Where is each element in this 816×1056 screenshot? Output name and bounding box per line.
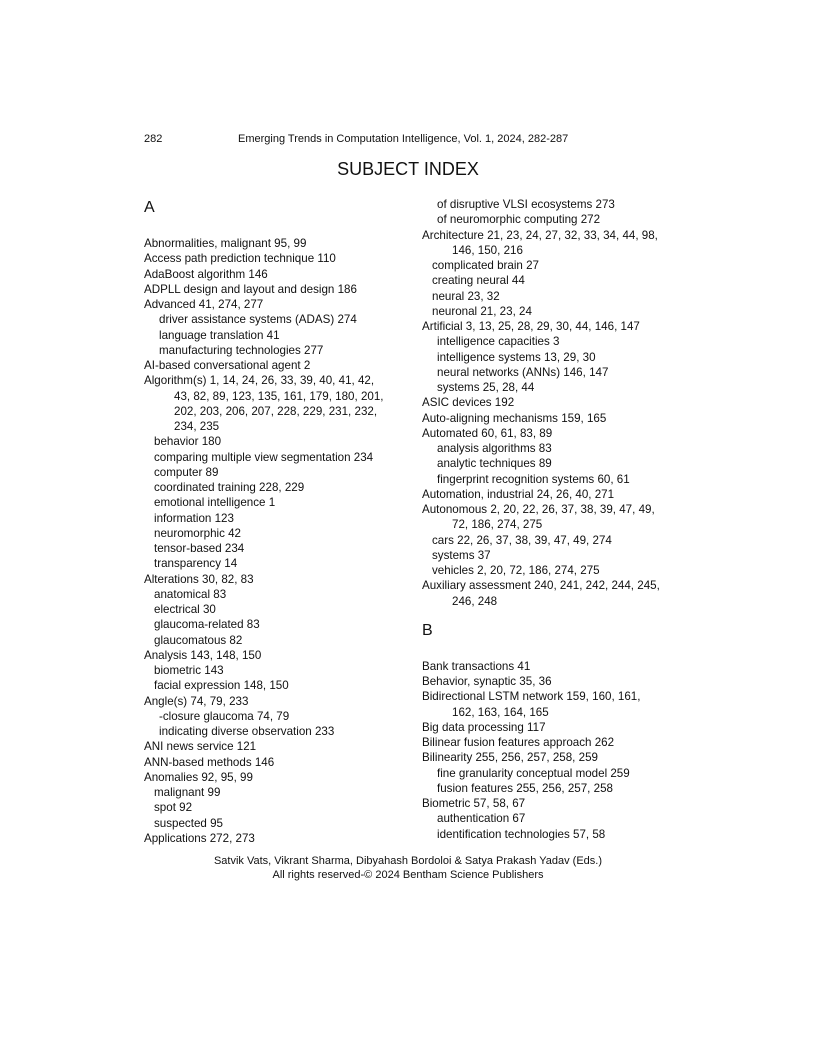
index-entry: Anomalies 92, 95, 99 xyxy=(144,770,253,784)
footer-editors: Satvik Vats, Vikrant Sharma, Dibyahash Bordoloi & Satya Prakash Yadav (Eds.) xyxy=(213,855,603,867)
index-subentry: suspected 95 xyxy=(154,816,223,830)
index-subentry: behavior 180 xyxy=(154,435,222,449)
index-subentry: anatomical 83 xyxy=(154,587,227,601)
index-entry: Bidirectional LSTM network 159, 160, 161, xyxy=(422,690,641,704)
index-subentry: biometric 143 xyxy=(154,664,224,677)
index-entry-continuation: 43, 82, 89, 123, 135, 161, 179, 180, 201, xyxy=(174,389,384,403)
index-subentry: manufacturing technologies 277 xyxy=(159,343,324,357)
index-entry: Big data processing 117 xyxy=(422,720,546,734)
index-entry: Advanced 41, 274, 277 xyxy=(144,298,264,311)
page-title: SUBJECT INDEX xyxy=(337,159,479,179)
index-entry: Auto-aligning mechanisms 159, 165 xyxy=(422,411,607,425)
index-subentry: facial expression 148, 150 xyxy=(154,679,289,693)
index-entry: ANI news service 121 xyxy=(144,740,257,754)
index-entry: Access path prediction technique 110 xyxy=(144,252,336,266)
index-subentry: emotional intelligence 1 xyxy=(154,496,276,510)
index-entry: Automation, industrial 24, 26, 40, 271 xyxy=(422,487,615,501)
index-entry: Applications 272, 273 xyxy=(144,831,255,845)
index-subentry: fingerprint recognition systems 60, 61 xyxy=(437,472,630,486)
index-section-letter: B xyxy=(422,621,433,639)
index-entry-continuation: 234, 235 xyxy=(174,420,220,433)
index-entry: Biometric 57, 58, 67 xyxy=(422,797,526,810)
index-subentry: of neuromorphic computing 272 xyxy=(437,213,601,227)
index-entry: AI-based conversational agent 2 xyxy=(144,359,311,372)
index-entry-continuation: 202, 203, 206, 207, 228, 229, 231, 232, xyxy=(174,404,378,418)
page-number: 282 xyxy=(144,133,163,145)
index-subentry: information 123 xyxy=(154,511,234,525)
index-entry: Artificial 3, 13, 25, 28, 29, 30, 44, 146, 147 xyxy=(422,320,640,333)
footer-rights: All rights reserved-© 2024 Bentham Science Publishers xyxy=(272,868,544,881)
index-entry: ADPLL design and layout and design 186 xyxy=(144,282,357,296)
index-subentry: neural 23, 32 xyxy=(432,289,500,303)
index-subentry: vehicles 2, 20, 72, 186, 274, 275 xyxy=(432,564,600,577)
index-subentry: cars 22, 26, 37, 38, 39, 47, 49, 274 xyxy=(432,533,612,547)
index-subentry: systems 25, 28, 44 xyxy=(437,381,535,394)
index-subentry: driver assistance systems (ADAS) 274 xyxy=(159,313,357,327)
index-subentry: coordinated training 228, 229 xyxy=(154,481,305,494)
index-subentry: transparency 14 xyxy=(154,557,238,571)
index-entry-continuation: 72, 186, 274, 275 xyxy=(452,518,543,532)
index-subentry: fine granularity conceptual model 259 xyxy=(437,766,630,780)
index-entry-continuation: 246, 248 xyxy=(452,594,498,608)
index-subentry: analysis algorithms 83 xyxy=(437,442,552,455)
index-entry: Autonomous 2, 20, 22, 26, 37, 38, 39, 47, 49, xyxy=(422,503,655,516)
index-entry: Abnormalities, malignant 95, 99 xyxy=(144,237,307,250)
index-subentry: complicated brain 27 xyxy=(432,259,539,272)
index-subentry: tensor-based 234 xyxy=(154,542,245,555)
index-subentry: neuronal 21, 23, 24 xyxy=(432,304,532,318)
index-entry: Architecture 21, 23, 24, 27, 32, 33, 34, 44, 98, xyxy=(422,228,658,242)
index-entry: Algorithm(s) 1, 14, 24, 26, 33, 39, 40, 41, 42, xyxy=(144,374,375,388)
index-section-letter: A xyxy=(144,199,155,216)
index-subentry: spot 92 xyxy=(154,801,193,815)
index-entry: Bilinearity 255, 256, 257, 258, 259 xyxy=(422,751,598,765)
index-subentry: systems 37 xyxy=(432,548,491,562)
index-entry-continuation: 162, 163, 164, 165 xyxy=(452,705,549,719)
index-entry: ANN-based methods 146 xyxy=(144,755,275,769)
index-subentry: fusion features 255, 256, 257, 258 xyxy=(437,781,613,795)
index-entry: Bilinear fusion features approach 262 xyxy=(422,736,615,749)
index-subentry: comparing multiple view segmentation 234 xyxy=(154,450,374,464)
index-subentry: neuromorphic 42 xyxy=(154,526,242,540)
index-subentry: identification technologies 57, 58 xyxy=(437,827,606,841)
index-entry: Automated 60, 61, 83, 89 xyxy=(422,426,553,440)
index-subentry: analytic techniques 89 xyxy=(437,457,552,471)
index-subentry: creating neural 44 xyxy=(432,274,525,288)
footer xyxy=(0,855,816,882)
index-subentry: glaucomatous 82 xyxy=(154,633,243,647)
index-subentry: neural networks (ANNs) 146, 147 xyxy=(437,365,609,379)
index-subentry: language translation 41 xyxy=(159,328,280,342)
index-subentry: glaucoma-related 83 xyxy=(154,618,260,632)
index-entry: Angle(s) 74, 79, 233 xyxy=(144,694,249,708)
index-entry: Bank transactions 41 xyxy=(422,659,531,673)
index-entry: Behavior, synaptic 35, 36 xyxy=(422,675,552,688)
index-subentry: indicating diverse observation 233 xyxy=(159,725,335,738)
index-subentry: computer 89 xyxy=(154,465,219,479)
index-column-left xyxy=(144,198,406,846)
index-subentry: electrical 30 xyxy=(154,603,216,616)
index-entry: ASIC devices 192 xyxy=(422,396,515,410)
running-header xyxy=(0,133,816,147)
index-entry-continuation: 146, 150, 216 xyxy=(452,243,523,257)
index-entry: Analysis 143, 148, 150 xyxy=(144,648,262,662)
index-subentry: -closure glaucoma 74, 79 xyxy=(159,709,290,723)
index-subentry: malignant 99 xyxy=(154,786,221,799)
index-entry: Alterations 30, 82, 83 xyxy=(144,572,254,586)
index-entry: Auxiliary assessment 240, 241, 242, 244, 245, xyxy=(422,579,660,593)
index-subentry: intelligence systems 13, 29, 30 xyxy=(437,350,596,364)
index-subentry: authentication 67 xyxy=(437,812,526,826)
running-head-title: Emerging Trends in Computation Intelligence, Vol. 1, 2024, 282-287 xyxy=(238,133,569,145)
index-subentry: of disruptive VLSI ecosystems 273 xyxy=(437,198,615,211)
index-column-right xyxy=(422,197,682,842)
index-entry: AdaBoost algorithm 146 xyxy=(144,267,268,281)
index-subentry: intelligence capacities 3 xyxy=(437,335,560,349)
